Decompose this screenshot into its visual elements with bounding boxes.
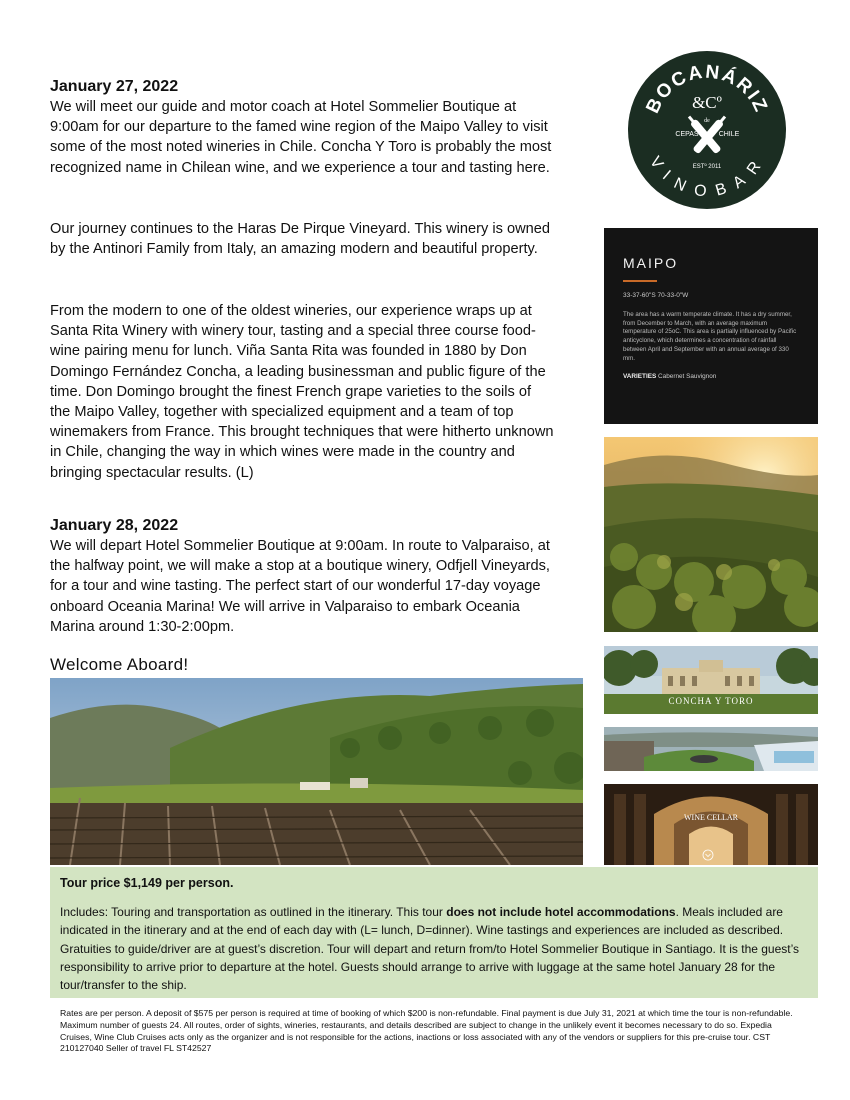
fine-print: Rates are per person. A deposit of $575 per person is required at time of booking of which $200 is non-refundable. Final payment is due July 31, 2021 at which time the tour is non-refundable. Maximum number of guests 24. All routes, order of sights, wineries, restaurants, and details described are subject to change in the unlikely event it becomes necessary to do so. Expedia Cruises, Wine Club Cruises acts only as the organizer and is not responsible for the actions, inactions or loss associated with any of the vendors or suppliers for this pre-cruise tour. CST 210127040 Seller of travel FL ST42527 — [60, 1008, 793, 1054]
includes-text-b: . Meals included are indicated in the itinerary and at the end of each day with (L= lunch, D=dinner). Wine tastings and experiences are included as described. Gratuities to guide/driver are at guest’s discretion. Tour will depart and return from/to Hotel Sommelier Boutique in Santiago. It is the guest’s responsibility to arrive prior to departure at the hotel. Guests should arrange to arrive with luggage at the same hotel January 28 for the tour/transfer to the ship. — [60, 905, 800, 993]
day2-date: January 28, 2022 — [50, 517, 179, 534]
winery-aerial-photo — [604, 727, 818, 771]
logo-chile: CHILE — [718, 131, 740, 138]
concha-caption: CONCHA Y TORO — [668, 696, 754, 706]
day2-paragraph: We will depart Hotel Sommelier Boutique at 9:00am. In route to Valparaiso, at the halfway point, we will make a stop at a boutique winery, Odfjell Vineyards, for a tour and wine tasting. The perfect start of our wonderful 17-day voyage onboard Oceania Marina! We will arrive in Valparaiso to embark Oceania Marina around 1:30-2:00pm. — [50, 538, 550, 635]
day1-paragraph-2: Our journey continues to the Haras De Pirque Vineyard. This winery is owned by the Antinori Family from Italy, an amazing modern and beautiful property. — [50, 221, 550, 258]
logo-cepas: CEPAS — [675, 131, 699, 138]
tour-includes — [60, 903, 808, 994]
maipo-varieties-label: VARIETIES — [623, 373, 657, 381]
maipo-accent-bar — [623, 280, 657, 282]
tour-price-box — [50, 867, 818, 998]
day1-date: January 27, 2022 — [50, 78, 179, 95]
day1-paragraph-1: We will meet our guide and motor coach at Hotel Sommelier Boutique at 9:00am for our departure to the famed wine region of the Maipo Valley to visit some of the most noted wineries in Chile. Concha Y Toro is probably the most recognized name in Chilean wine, and we experience a tour and tasting here. — [50, 99, 552, 176]
day1-section — [50, 77, 560, 178]
wine-cellar-photo — [604, 784, 818, 865]
concha-y-toro-photo — [604, 646, 818, 714]
logo-est: ESTº 2011 — [692, 164, 722, 170]
vineyard-sunset-photo — [604, 437, 818, 632]
maipo-varieties-value: Cabernet Sauvignon — [658, 373, 717, 381]
maipo-valley-vineyard-photo — [50, 678, 583, 865]
bocanariz-logo — [627, 50, 787, 210]
maipo-varieties — [623, 373, 800, 380]
cellar-caption: WINE CELLAR — [684, 813, 738, 822]
day2-section — [50, 516, 560, 637]
welcome-heading: Welcome Aboard! — [50, 655, 189, 674]
maipo-coordinates: 33-37-60"S 70-33-0"W — [623, 292, 689, 299]
includes-text-a: Includes: Touring and transportation as outlined in the itinerary. This tour — [60, 905, 447, 919]
logo-amp: &Cº — [692, 93, 722, 112]
tour-price: Tour price $1,149 per person. — [60, 876, 234, 890]
logo-top-text: BOCANÁRIZ — [642, 61, 772, 117]
logo-de: de — [704, 118, 710, 124]
maipo-title: MAIPO — [623, 255, 679, 271]
includes-bold: does not include hotel accommodations — [446, 905, 676, 919]
maipo-info-card — [604, 228, 818, 424]
maipo-description: The area has a warm temperate climate. It has a dry summer, from December to March, with an average maximum temperature of 25oC. This area is partially influenced by Pacific anticyclone, which determines a concentration of rainfall between April and September with an annual average of 330 mm. — [623, 311, 797, 362]
day1-paragraph-3: From the modern to one of the oldest wineries, our experience wraps up at Santa Rita Winery with winery tour, tasting and a special three course food-wine pairing menu for lunch. Viña Santa Rita was founded in 1880 by Don Domingo Fernández Concha, a leading businessman and public figure of the time. Don Domingo brought the finest French grape varieties to the soils of the Maipo Valley, together with specialized equipment and a team of top winemakers from France. This brought techniques that were hitherto unknown in Chile, changing the way in which wines were made in the country and bringing spectacular results. (L) — [50, 303, 554, 481]
logo-bottom-text: VINOBAR — [646, 153, 768, 201]
